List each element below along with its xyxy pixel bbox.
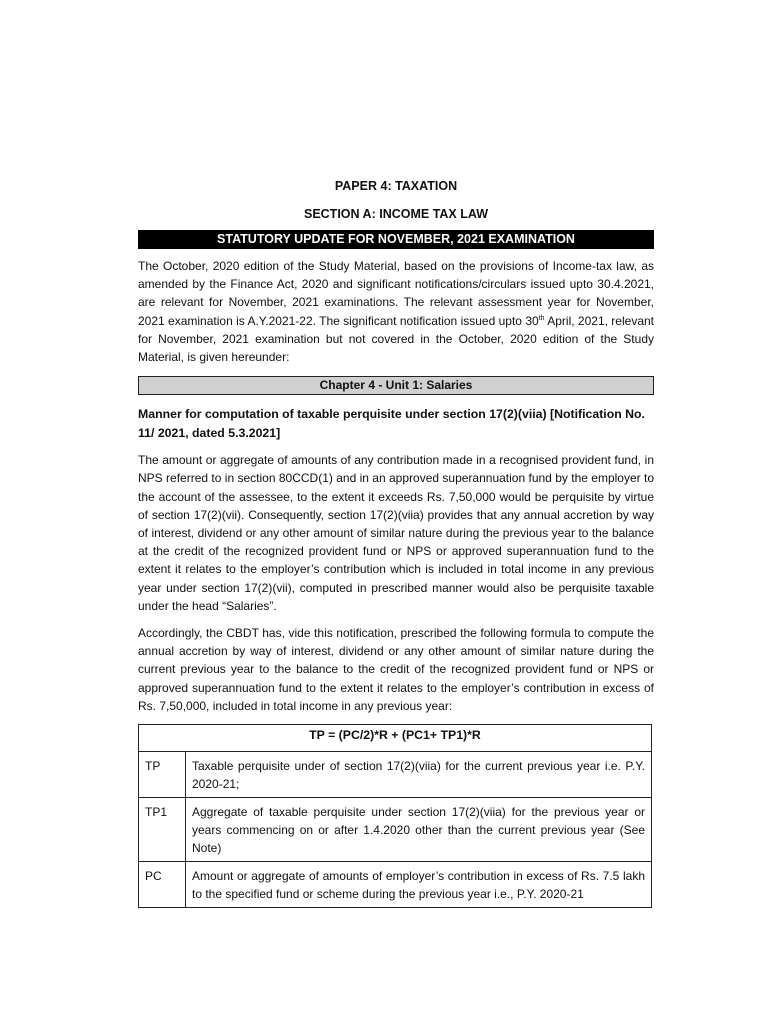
- statutory-update-banner: STATUTORY UPDATE FOR NOVEMBER, 2021 EXAMINATION: [138, 230, 654, 249]
- table-row: [139, 752, 652, 798]
- topic-heading: Manner for computation of taxable perquisite under section 17(2)(viia) [Notification No. 11/ 2021, dated 5.3.2021]: [138, 407, 645, 440]
- term-cell: TP1: [139, 798, 186, 862]
- formula-table: [138, 724, 652, 908]
- term-cell: PC: [139, 862, 186, 908]
- document-page: [138, 176, 654, 908]
- table-row: [139, 862, 652, 908]
- description-cell: Taxable perquisite under of section 17(2)(viia) for the current previous year i.e. P.Y. 2020-21;: [186, 752, 652, 798]
- intro-paragraph: [138, 257, 654, 366]
- description-cell: Amount or aggregate of amounts of employer’s contribution in excess of Rs. 7.5 lakh to the specified fund or scheme during the previous year i.e., P.Y. 2020-21: [186, 862, 652, 908]
- body-paragraph-2: Accordingly, the CBDT has, vide this notification, prescribed the following formula to compute the annual accretion by way of interest, dividend or any other amount of similar nature during the current previous year to the balance to the credit of the recognized provident fund or NPS or approved superannuation fund to the extent it relates to the employer’s contribution in excess of Rs. 7,50,000, included in total income in any previous year:: [138, 626, 654, 713]
- section-title: SECTION A: INCOME TAX LAW: [303, 207, 489, 221]
- formula-cell: TP = (PC/2)*R + (PC1+ TP1)*R: [139, 725, 652, 752]
- body-paragraph-1: The amount or aggregate of amounts of any contribution made in a recognised provident fund, in NPS referred to in section 80CCD(1) and in an approved superannuation fund by the employer to the account of the assessee, to the extent it exceeds Rs. 7,50,000 would be perquisite by virtue of section 17(2)(vii). Consequently, section 17(2)(viia) provides that any annual accretion by way of interest, dividend or any other amount of similar nature during the previous year to the balance at the credit of the recognized provident fund or NPS or approved superannuation fund to the extent it relates to the employer’s contribution which is included in total income in any previous year under section 17(2)(vii), computed in prescribed manner would also be perquisite taxable under the head “Salaries”.: [138, 453, 654, 613]
- description-cell: Aggregate of taxable perquisite under section 17(2)(viia) for the previous year or years commencing on or after 1.4.2020 other than the current previous year (See Note): [186, 798, 652, 862]
- term-cell: TP: [139, 752, 186, 798]
- ordinal-suffix: th: [538, 314, 545, 322]
- paper-title: PAPER 4: TAXATION: [334, 179, 458, 193]
- formula-row: [139, 725, 652, 752]
- chapter-heading: Chapter 4 - Unit 1: Salaries: [138, 376, 654, 395]
- intro-text-end: April, 2021, relevant for November, 2021 examination but not covered in the October, 2020 edition of the Study Material, is given hereunder:: [138, 313, 654, 365]
- intro-text-start: The October, 2020 edition of the Study Material, based on the provisions of Income-tax law, as amended by the Finance Act, 2020 and significant notifications/circulars issued upto 30.4.2021, are relevant for November, 2021 examinations. The relevant assessment year for November, 2021 examination is A.Y.2021-22. The significant notification issued upto 30: [138, 259, 654, 328]
- table-row: [139, 798, 652, 862]
